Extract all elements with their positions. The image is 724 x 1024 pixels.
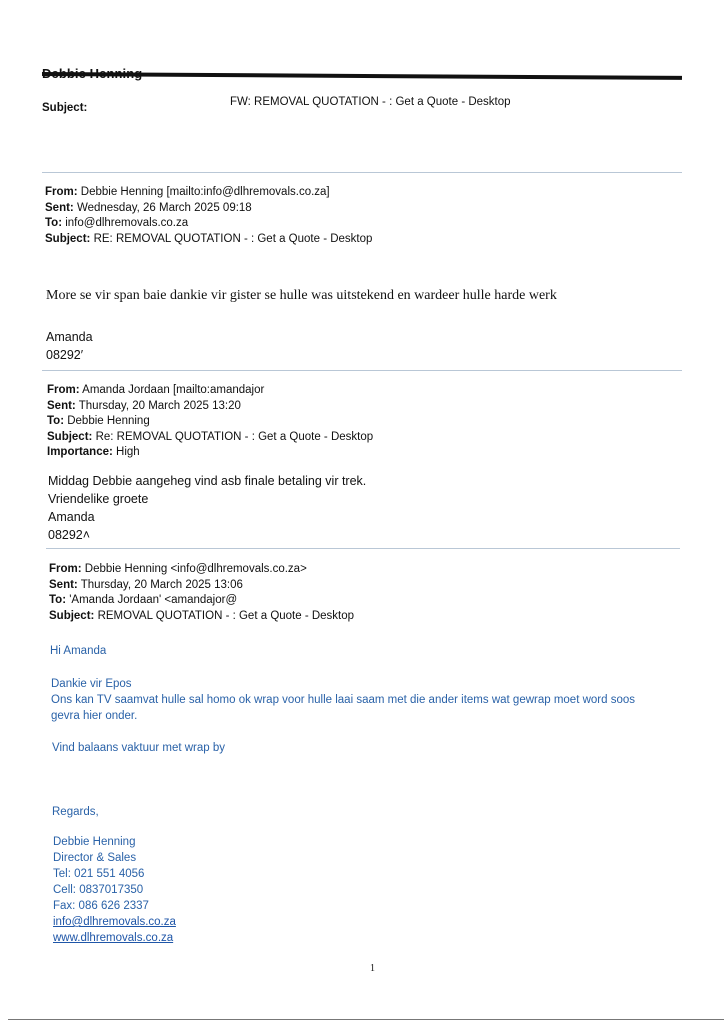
email1-from-value: Debbie Henning [mailto:info@dlhremovals.co.za]: [80, 186, 330, 198]
page-number: 1: [370, 963, 375, 974]
email2-to-label: To:: [47, 415, 65, 427]
email1-sent-value: Wednesday, 26 March 2025 09:18: [76, 201, 252, 214]
email3-greeting: Hi Amanda: [50, 645, 107, 657]
email1-sent-label: Sent:: [45, 201, 74, 214]
email2-body-line2: Vriendelike groete: [48, 492, 149, 506]
email3-fax: Fax: 086 626 2337: [53, 900, 149, 912]
email2-from-label: From:: [47, 384, 80, 396]
email1-subject-label: Subject:: [45, 232, 91, 245]
header-subject-label: Subject:: [42, 102, 88, 114]
email3-from-value: Debbie Henning <info@dlhremovals.co.za>: [84, 563, 307, 575]
email2-subject-label: Subject:: [47, 430, 93, 443]
separator-2: [42, 370, 682, 371]
email3-body-line1: Dankie vir Epos: [51, 678, 132, 690]
email2-importance-value: High: [116, 446, 140, 458]
email1-sig-phone: 08292′: [46, 348, 84, 362]
email1-header: [45, 185, 372, 247]
email3-body: [51, 676, 635, 724]
email2-sent-value: Thursday, 20 March 2025 13:20: [78, 399, 241, 412]
bottom-rule: [8, 1019, 724, 1020]
email3-tel: Tel: 021 551 4056: [53, 868, 145, 880]
email3-sent-label: Sent:: [49, 578, 78, 591]
email3-from-label: From:: [49, 563, 82, 575]
email3-subject-label: Subject:: [49, 609, 95, 622]
email3-to-label: To:: [49, 594, 67, 606]
email3-header: [49, 562, 354, 624]
email2-body: [48, 472, 366, 544]
email3-cell: Cell: 0837017350: [53, 884, 144, 896]
email3-body-line3: gevra hier onder.: [51, 710, 138, 722]
email2-to-value: Debbie Henning: [67, 415, 150, 427]
email3-sig-name: Debbie Henning: [53, 836, 136, 848]
separator-1: [42, 172, 682, 173]
email1-to-value: info@dlhremovals.co.za: [65, 217, 189, 229]
email3-regards: Regards,: [52, 806, 99, 818]
email1-sig-name: Amanda: [46, 330, 93, 344]
email3-sent-value: Thursday, 20 March 2025 13:06: [80, 578, 243, 591]
email3-signature: [53, 834, 176, 946]
email1-from-label: From:: [45, 186, 78, 198]
email1-body: More se vir span baie dankie vir gister se hulle was uitstekend en wardeer hulle harde werk: [46, 288, 557, 303]
email3-body-line4: Vind balaans vaktuur met wrap by: [52, 742, 226, 754]
email3-subject-value: REMOVAL QUOTATION - : Get a Quote - Desktop: [97, 609, 355, 622]
email2-from-value: Amanda Jordaan [mailto:amandajor: [82, 384, 265, 396]
email3-body-line2: Ons kan TV saamvat hulle sal homo ok wrap voor hulle laai saam met die ander items wat gewrap moet word soos: [51, 694, 636, 706]
email2-sig-phone: 08292˄: [48, 528, 91, 542]
email1-subject-value: RE: REMOVAL QUOTATION - : Get a Quote - Desktop: [93, 232, 373, 245]
email2-body-line1: Middag Debbie aangeheg vind asb finale betaling vir trek.: [48, 474, 367, 488]
email2-header: [47, 383, 373, 461]
email3-to-value: 'Amanda Jordaan' <amandajor@: [69, 594, 238, 606]
email3-sig-title: Director & Sales: [53, 852, 137, 864]
email3-web-link[interactable]: www.dlhremovals.co.za: [53, 932, 174, 944]
separator-3: [46, 548, 680, 549]
email1-to-label: To:: [45, 217, 63, 229]
email3-email-link[interactable]: info@dlhremovals.co.za: [53, 916, 176, 928]
email2-subject-value: Re: REMOVAL QUOTATION - : Get a Quote - Desktop: [95, 430, 374, 443]
email2-sig-name: Amanda: [48, 510, 95, 524]
email2-sent-label: Sent:: [47, 399, 76, 412]
email1-signature: [46, 328, 93, 364]
header-subject-value: FW: REMOVAL QUOTATION - : Get a Quote - Desktop: [230, 96, 511, 108]
email2-importance-label: Importance:: [47, 446, 113, 458]
